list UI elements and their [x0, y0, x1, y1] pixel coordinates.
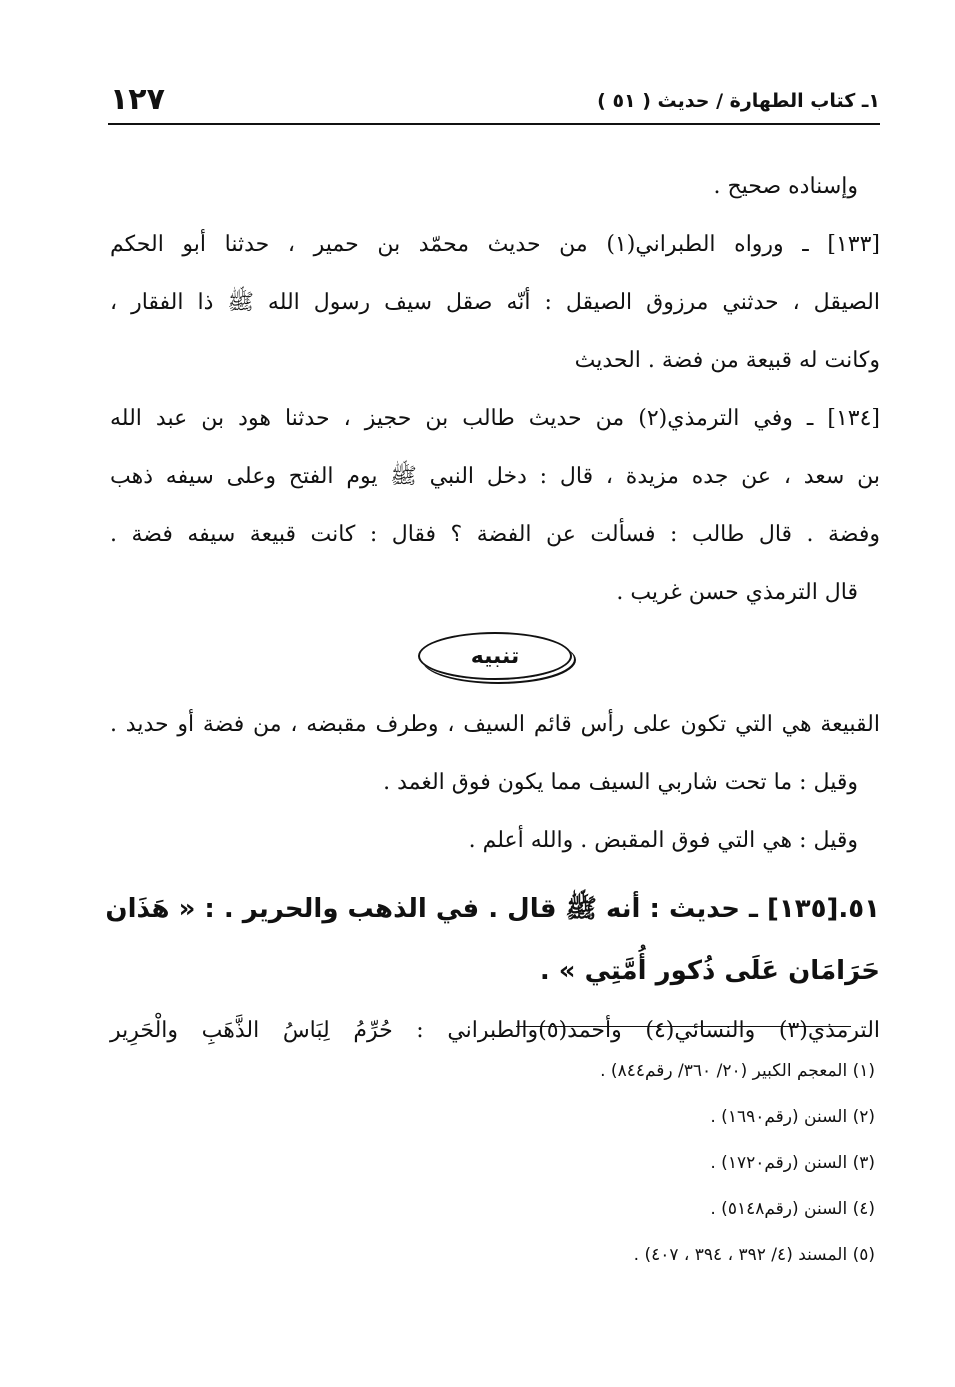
notice-section: [110, 622, 880, 696]
page-header: [110, 82, 880, 122]
text-line: وكانت له قبيعة من فضة . الحديث: [574, 348, 880, 373]
footnote: (٣) السنن (رقم١٧٢٠) .: [710, 1153, 875, 1173]
header-rule: [108, 123, 880, 125]
footnotes: [375, 1048, 875, 1278]
main-text: [105, 158, 881, 1060]
hadith-heading-line: ٥١.[١٣٥] ـ حديث : أنه ﷺ قال . في الذهب والحرير . : « هَذَان: [105, 894, 880, 924]
notice-badge: [418, 632, 572, 680]
footnote: (١) المعجم الكبير (٢٠/ ٣٦٠/ رقم٨٤٤) .: [600, 1061, 875, 1081]
page-number: ١٢٧: [110, 82, 165, 117]
footnote: (٥) المسند (٤/ ٣٩٢ ، ٣٩٤ ، ٤٠٧) .: [633, 1245, 875, 1265]
text-line: وفضة . قال طالب : فسألت عن الفضة ؟ فقال : كانت قبيعة سيفه فضة .: [110, 522, 880, 547]
text-line: [١٣٣] ـ ورواه الطبراني(١) من حديث محمّد بن حمير ، حدثنا أبو الحكم: [110, 232, 880, 257]
footnote: (٢) السنن (رقم١٦٩٠) .: [710, 1107, 875, 1127]
text-line: قال الترمذي حسن غريب .: [616, 580, 858, 605]
text-line: بن سعد ، عن جده مزيدة ، قال : دخل النبي ﷺ يوم الفتح وعلى سيفه ذهب: [110, 464, 880, 489]
footnote-rule: [516, 1026, 851, 1027]
footnote: (٤) السنن (رقم٥١٤٨) .: [710, 1199, 875, 1219]
notice-label: تنبيه: [470, 643, 520, 669]
notice-line: وقيل : هي التي فوق المقبض . والله أعلم .: [468, 828, 858, 853]
text-line: الترمذي(٣) والنسائي(٤) وأحمد(٥)والطبراني : حُرِّمُ لِبَاسُ الذَّهَبِ والْحَرِير: [110, 1018, 881, 1043]
text-line: وإسناده صحيح .: [713, 174, 858, 199]
text-line: الصيقل ، حدثني مرزوق الصيقل : أنّه صقل سيف رسول الله ﷺ ذا الفقار ،: [110, 290, 880, 315]
text-line: [١٣٤] ـ وفي الترمذي(٢) من حديث طالب بن حجيز ، حدثنا هود بن عبد الله: [110, 406, 881, 431]
hadith-heading-line: حَرَامَان عَلَى ذُكور أُمَّتِي » .: [539, 956, 880, 986]
running-title: ١ـ كتاب الطهارة / حديث ( ٥١ ): [597, 90, 880, 112]
notice-line: القبيعة هي التي تكون على رأس قائم السيف ، وطرف مقبضه ، من فضة أو حديد .: [110, 712, 880, 737]
notice-line: وقيل : ما تحت شاربي السيف مما يكون فوق الغمد .: [383, 770, 858, 795]
